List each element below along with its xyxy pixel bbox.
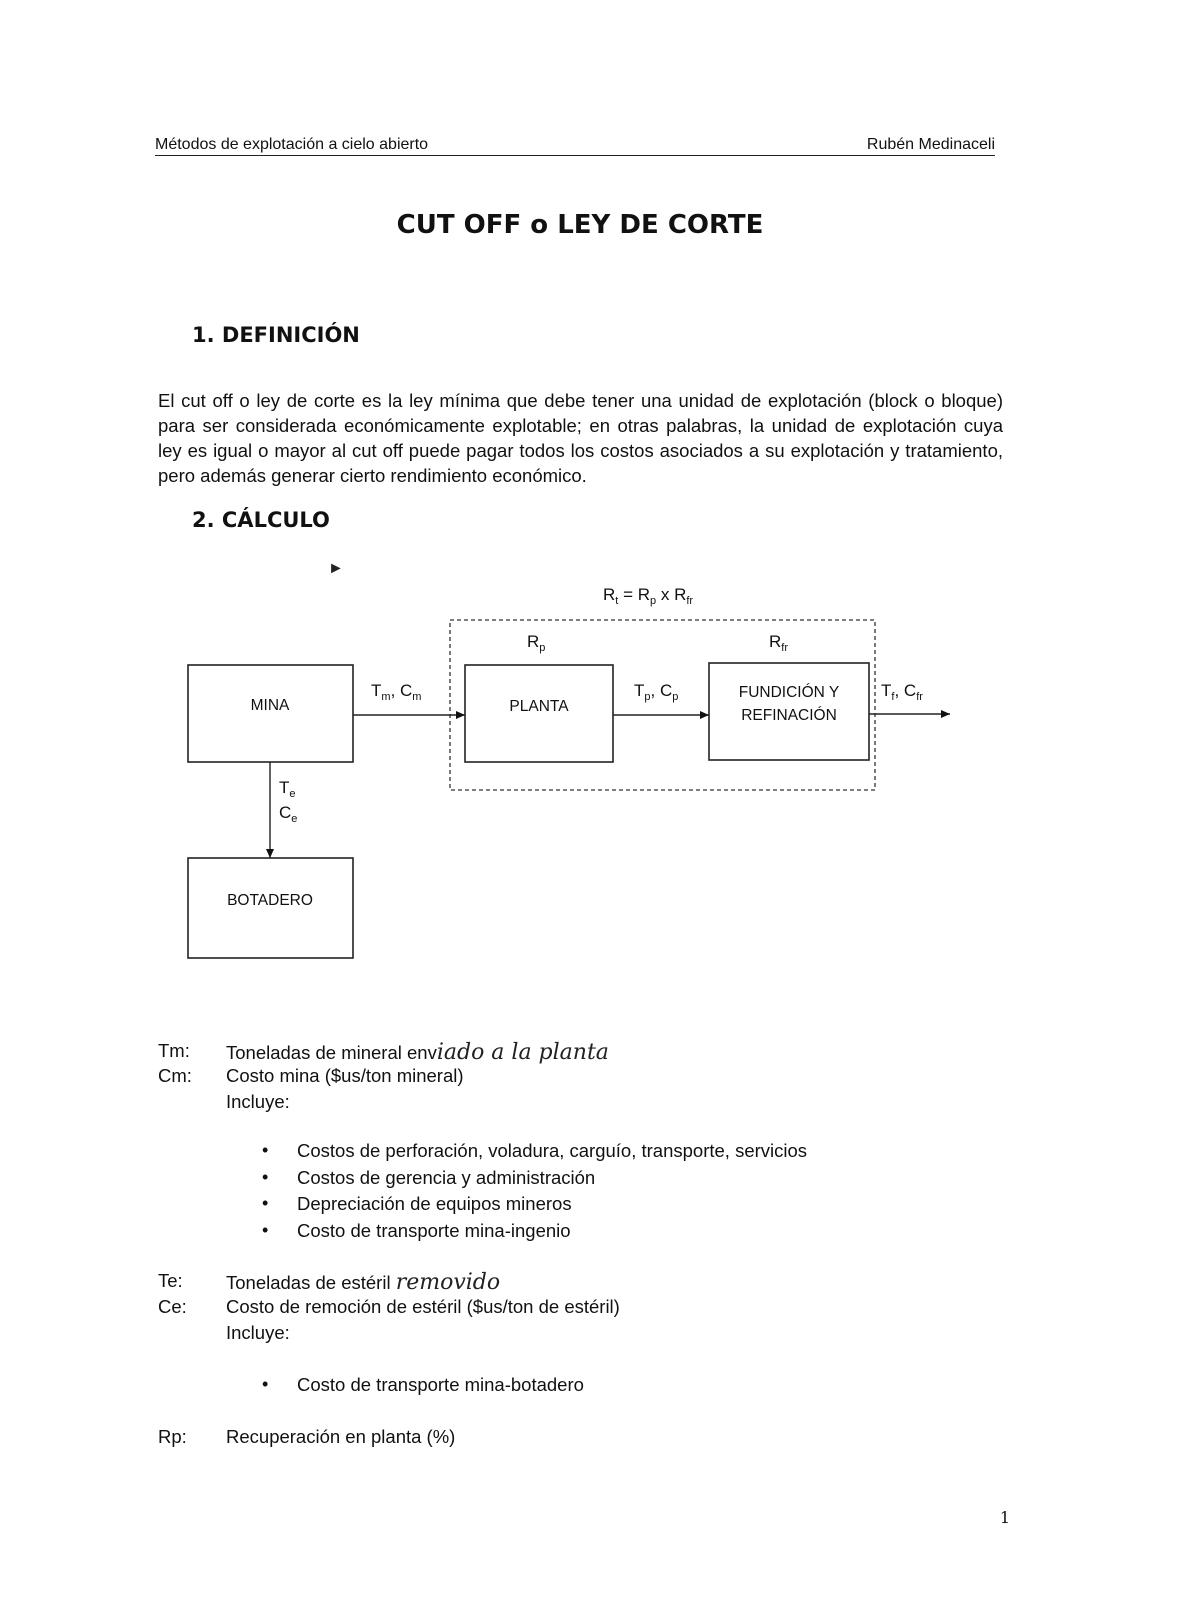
mina-label: MINA	[250, 697, 290, 714]
flow-label-te: $T_e$	[279, 778, 296, 800]
rfr-label: $R_{fr}$	[769, 632, 789, 654]
cm-text: Costo mina ($us/ton mineral)	[226, 1065, 464, 1086]
ce-text: Costo de remoción de estéril ($us/ton de estéril)	[226, 1296, 620, 1317]
botadero-label: BOTADERO	[227, 892, 313, 909]
recovery-formula: $R_t = R_p$ x $R_{fr}$	[603, 585, 694, 607]
list-item: • Depreciación de equipos mineros	[262, 1193, 807, 1220]
flow-label-tm-cm: $T_m$, $C_m$	[371, 681, 422, 703]
rp-text: Recuperación en planta (%)	[226, 1426, 456, 1447]
flow-label-tp-cp: $T_p$, $C_p$	[634, 681, 679, 703]
header-rule	[155, 155, 995, 156]
header-left-title: Métodos de explotación a cielo abierto	[155, 136, 429, 153]
cm-incluye: Incluye:	[226, 1091, 290, 1112]
ce-cost-list	[262, 1374, 584, 1401]
rp-key: Rp:	[158, 1426, 187, 1447]
definition-paragraph: El cut off o ley de corte es la ley mínima que debe tener una unidad de explotación (block o bloque) para ser considerada económicamente explotable; en otras palabras, la unidad de explotación cuya ley es igual o mayor al cut off puede pagar todos los costos asociados a su explotación y tratamiento, pero además generar cierto rendimiento económico.	[158, 390, 1003, 486]
process-flow-diagram	[0, 580, 1000, 990]
formula-rt: R	[603, 585, 616, 604]
pen-mark-icon: ►	[328, 560, 344, 577]
te-text: Toneladas de estéril	[226, 1272, 396, 1293]
planta-label: PLANTA	[509, 698, 569, 715]
tm-handwritten-note: iado a la planta	[436, 1040, 609, 1065]
header-author: Rubén Medinaceli	[866, 136, 995, 153]
list-item: • Costos de gerencia y administración	[262, 1167, 807, 1194]
list-item: • Costo de transporte mina-botadero	[262, 1374, 584, 1401]
fundicion-label-line2: REFINACIÓN	[741, 707, 837, 724]
list-item: • Costos de perforación, voladura, carguío, transporte, servicios	[262, 1140, 807, 1167]
document-title: CUT OFF o LEY DE CORTE	[396, 210, 764, 240]
te-handwritten-note: removido	[395, 1270, 501, 1295]
te-key: Te:	[158, 1270, 183, 1291]
flow-label-ce: $C_e$	[279, 803, 298, 825]
page-number: 1	[999, 1508, 1010, 1527]
tm-text: Toneladas de mineral env	[226, 1042, 437, 1063]
ce-incluye: Incluye:	[226, 1322, 290, 1343]
fundicion-label-line1: FUNDICIÓN Y	[738, 684, 840, 701]
section-1-heading: 1. DEFINICIÓN	[192, 323, 360, 347]
rp-label: $R_p$	[527, 632, 546, 654]
list-item: • Costo de transporte mina-ingenio	[262, 1220, 807, 1247]
flow-label-tf-cfr: $T_f$, $C_{fr}$	[881, 681, 923, 703]
section-2-heading: 2. CÁLCULO	[192, 508, 330, 532]
ce-key: Ce:	[158, 1296, 187, 1317]
cm-cost-list	[262, 1140, 807, 1246]
cm-key: Cm:	[158, 1065, 192, 1086]
tm-key: Tm:	[158, 1040, 190, 1061]
